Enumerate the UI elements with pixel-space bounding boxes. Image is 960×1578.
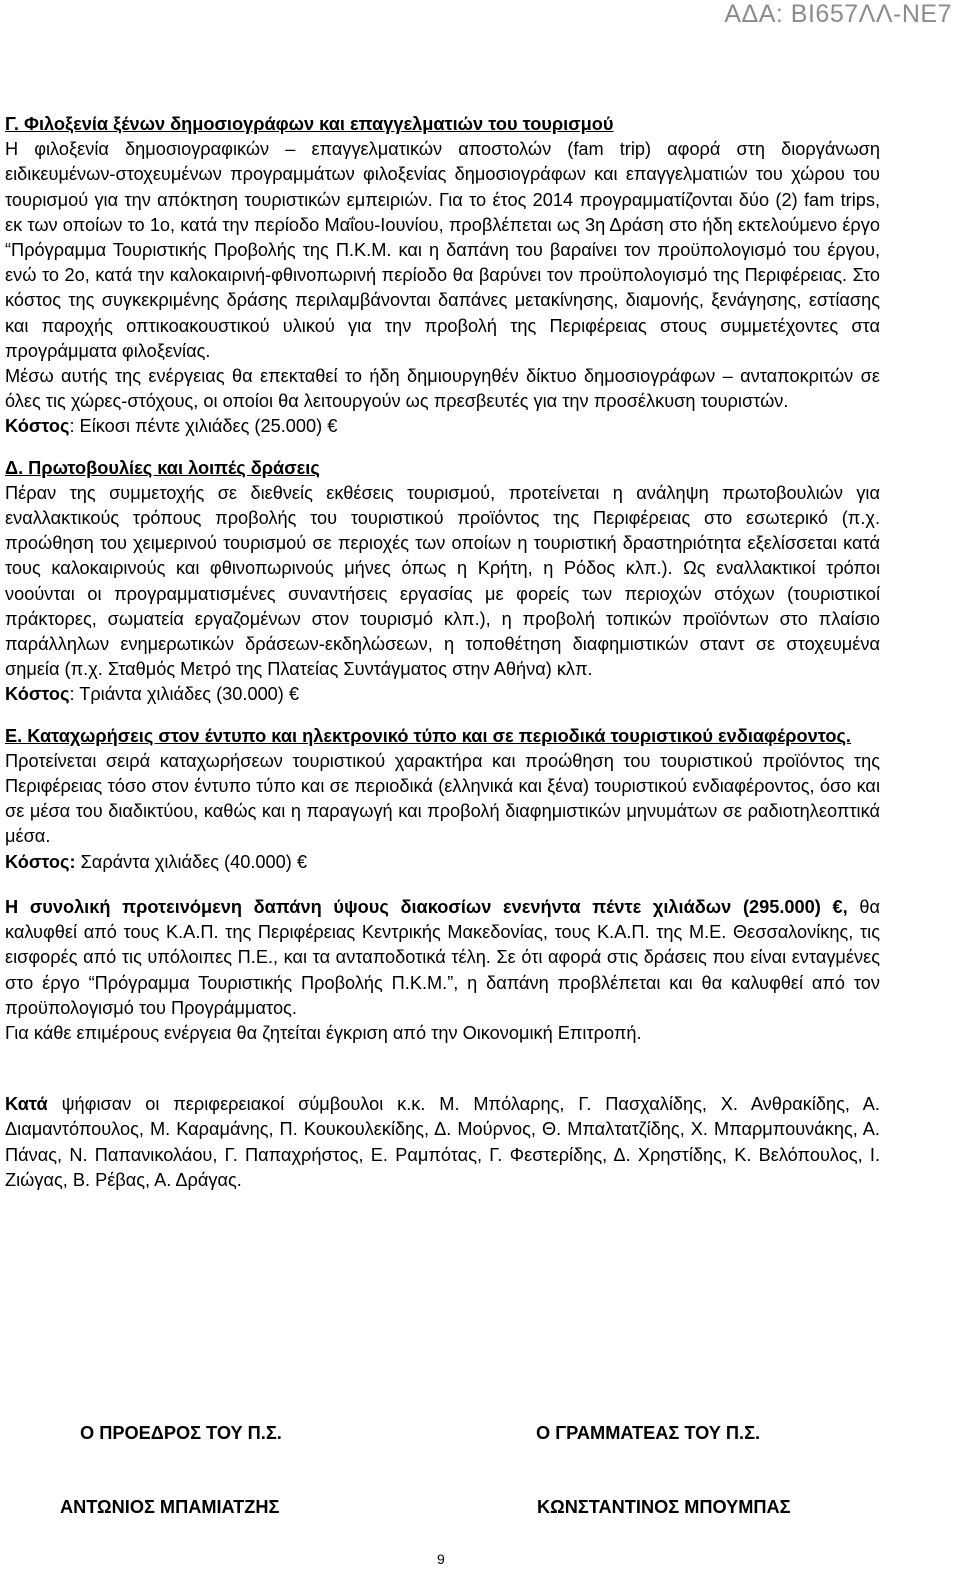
page-number: 9: [437, 1551, 445, 1567]
president-name: ΑΝΤΩΝΙΟΣ ΜΠΑΜΙΑΤΖΗΣ: [60, 1497, 280, 1517]
total-cost-text: θα καλυφθεί από τους Κ.Α.Π. της Περιφέρειας Κεντρικής Μακεδονίας, τους Κ.Α.Π. της Μ.Ε. Θεσσαλονίκης, τις εισφορές από τις υπόλοιπες Π.Ε., και τα ανταποδοτικά τέλη. Σε ότι αφορά στις δράσεις που είναι ενταγμένες στο έργο “Πρόγραμμα Τουριστικής Προβολής Π.Κ.Μ.”, η δαπάνη προβλέπεται και θα καλυφθεί από τον προϋπολογισμό του Προγράμματος.: [5, 896, 880, 1018]
section-d-heading: Δ. Πρωτοβουλίες και λοιπές δράσεις: [5, 457, 320, 478]
section-d-paragraph-1: Πέραν της συμμετοχής σε διεθνείς εκθέσεις τουρισμού, προτείνεται η ανάληψη πρωτοβουλιών για εναλλακτικούς τρόπους προβολής του τουριστικού προϊόντος της Περιφέρειας στο εσωτερικό (π.χ. προώθηση του χειμερινού τουρισμού σε περιοχές των οποίων η τουριστική δραστηριότητα εξελίσσεται κατά τους καλοκαιρινούς και φθινοπωρινούς μήνες όπως η Κρήτη, η Ρόδος κλπ.). Ως εναλλακτικοί τρόποι νοούνται οι προγραμματισμένες συναντήσεις εργασίας με φορείς των περιοχών στόχων (τουριστικοί πράκτορες, σωματεία εργαζομένων στον τουρισμό κλπ.), η προβολή τοπικών προϊόντων στο πλαίσιο παράλληλων ενημερωτικών δράσεων-εκδηλώσεων, η τοποθέτηση διαφημιστικών σταντ σε στοχευμένα σημεία (π.χ. Σταθμός Μετρό της Πλατείας Συντάγματος στην Αθήνα) κλπ.: [5, 482, 880, 680]
vote-paragraph: [5, 1092, 880, 1193]
section-g-paragraph-2: Μέσω αυτής της ενέργειας θα επεκταθεί το ήδη δημιουργηθέν δίκτυο δημοσιογράφων – ανταποκριτών σε όλες τις χώρες-στόχους, οι οποίοι θα λειτουργούν ως πρεσβευτές για την προσέλκυση τουριστών.: [5, 366, 880, 412]
section-g-paragraph-1: Η φιλοξενία δημοσιογραφικών – επαγγελματικών αποστολών (fam trip) αφορά στη διοργάνωση ειδικευμένων-στοχευμένων προγραμμάτων φιλοξενίας δημοσιογράφων και επαγγελματιών του χώρου του τουρισμού για την απόκτηση τουριστικών εμπειριών. Για το έτος 2014 προγραμματίζονται δύο (2) fam trips, εκ των οποίων το 1ο, κατά την περίοδο Μαΐου-Ιουνίου, προβλέπεται ως 3η Δράση στο ήδη εκτελούμενο έργο “Πρόγραμμα Τουριστικής Προβολής της Π.Κ.Μ. και η δαπάνη του βαραίνει τον προϋπολογισμό του έργου, ενώ το 2ο, κατά την καλοκαιρινή-φθινοπωρινή περίοδο θα βαρύνει τον προϋπολογισμό της Περιφέρειας. Στο κόστος της συγκεκριμένης δράσης περιλαμβάνονται δαπάνες μετακίνησης, διαμονής, ξενάγησης, εστίασης και παροχής οπτικοακουστικού υλικού για την προβολή της Περιφέρειας στους συμμετέχοντες στα προγράμματα φιλοξενίας.: [5, 139, 880, 361]
document-body: [5, 112, 880, 1193]
cost-label: Κόστος: [5, 416, 70, 437]
section-g-cost: [5, 414, 880, 439]
cost-value: : Είκοσι πέντε χιλιάδες (25.000) €: [69, 416, 338, 437]
secretary-title: Ο ΓΡΑΜΜΑΤΕΑΣ ΤΟΥ Π.Σ.: [536, 1423, 761, 1443]
section-e-heading: Ε. Καταχωρήσεις στον έντυπο και ηλεκτρονικό τύπο και σε περιοδικά τουριστικού ενδιαφέροντος.: [5, 725, 851, 746]
total-cost-bold: Η συνολική προτεινόμενη δαπάνη ύψους διακοσίων ενενήντα πέντε χιλιάδων (295.000) €,: [5, 896, 848, 917]
section-g-heading: Γ. Φιλοξενία ξένων δημοσιογράφων και επαγγελματιών του τουρισμού: [5, 114, 614, 134]
vote-text: ψήφισαν οι περιφερειακοί σύμβουλοι κ.κ. Μ. Μπόλαρης, Γ. Πασχαλίδης, Χ. Ανθρακίδης, Α. Διαμαντόπουλος, Μ. Καραμάνης, Π. Κουκουλεκίδης, Δ. Μούρνος, Θ. Μπαλτατζίδης, Χ. Μπαρμπουνάκης, Α. Πάνας, Ν. Παπανικολάου, Γ. Παπαχρήστος, Ε. Ραμπότας, Γ. Φεστερίδης, Δ. Χρηστίδης, Κ. Βελόπουλος, Ι. Ζιώγας, Β. Ρέβας, Α. Δράγας.: [5, 1094, 880, 1190]
cost-value: : Τριάντα χιλιάδες (30.000) €: [69, 684, 300, 705]
cost-label: Κόστος: [5, 684, 70, 705]
cost-value: Σαράντα χιλιάδες (40.000) €: [75, 851, 307, 872]
vote-bold: Κατά: [5, 1094, 48, 1115]
cost-label: Κόστος:: [5, 851, 76, 872]
section-d-cost: [5, 682, 880, 707]
ada-code: ΑΔΑ: ΒΙ657ΛΛ-ΝΕ7: [724, 0, 952, 28]
section-e-paragraph-1: Προτείνεται σειρά καταχωρήσεων τουριστικού χαρακτήρα και προώθηση του τουριστικού προϊόντος της Περιφέρειας τόσο στον έντυπο τύπο και σε περιοδικά (ελληνικά και ξένα) τουριστικού ενδιαφέροντος, όσο και σε μέσα του διαδικτύου, καθώς και η παραγωγή και προβολή διαφημιστικών μηνυμάτων σε ραδιοτηλεοπτικά μέσα.: [5, 750, 880, 847]
approval-note: Για κάθε επιμέρους ενέργεια θα ζητείται έγκριση από την Οικονομική Επιτροπή.: [5, 1022, 642, 1043]
secretary-name: ΚΩΝΣΤΑΝΤΙΝΟΣ ΜΠΟΥΜΠΑΣ: [537, 1497, 791, 1517]
total-cost-paragraph: [5, 895, 880, 1021]
president-title: Ο ΠΡΟΕΔΡΟΣ ΤΟΥ Π.Σ.: [80, 1423, 282, 1443]
section-e-cost: [5, 850, 880, 875]
